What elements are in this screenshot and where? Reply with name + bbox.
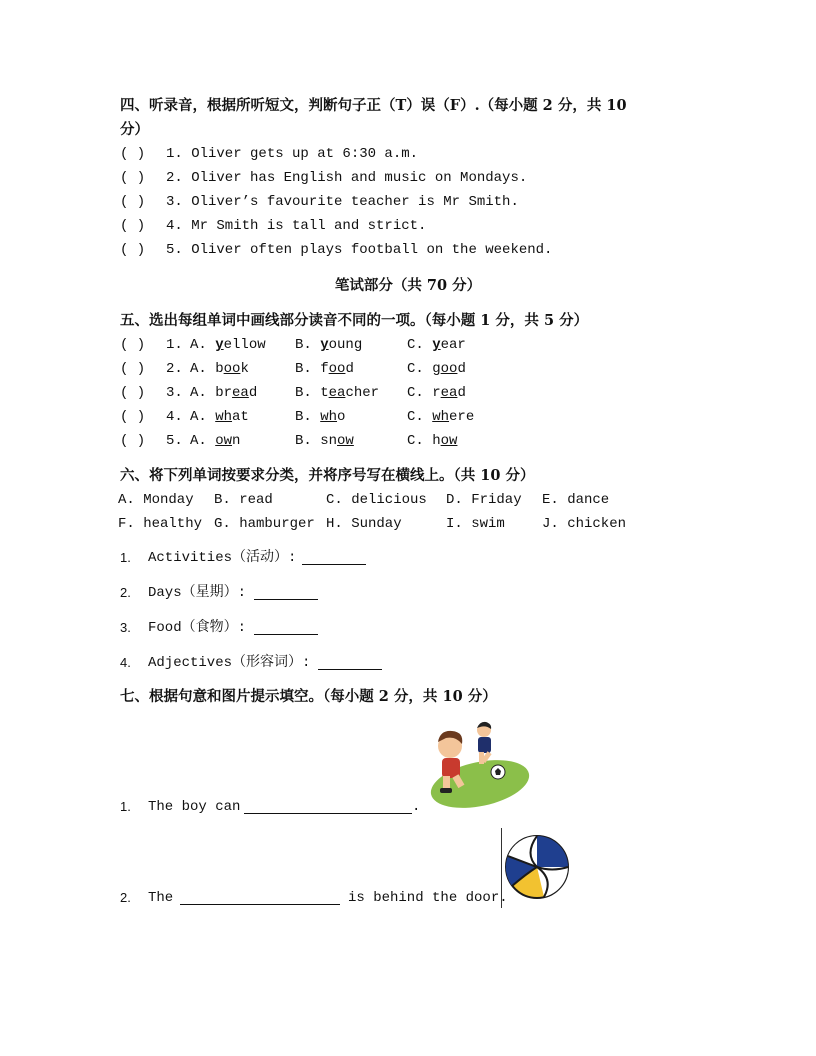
item-number: 3.	[166, 385, 183, 401]
section6-title: 六、将下列单词按要求分类，并将序号写在横线上。（共 10 分）	[120, 467, 535, 484]
option-a: A. yellow	[190, 337, 266, 353]
underlined-part: ea	[328, 385, 346, 401]
section4-title-line1: 四、听录音，根据所听短文，判断句子正（T）误（F）.（每小题 2 分，共 10	[120, 97, 627, 114]
underlined-part: wh	[432, 409, 450, 425]
written-part-title: 笔试部分（共 70 分）	[334, 277, 482, 294]
word-option: E. dance	[542, 492, 610, 508]
answer-paren[interactable]: ( )	[120, 218, 146, 234]
option-c: C. good	[407, 361, 466, 377]
option-c: C. where	[407, 409, 475, 425]
question-text-before: The boy can	[148, 799, 241, 815]
category-number: 2.	[120, 585, 131, 600]
option-b: B. food	[295, 361, 354, 377]
word-option: F. healthy	[118, 516, 203, 532]
statement-text: 5. Oliver often plays football on the weekend.	[166, 242, 553, 258]
word-option: H. Sunday	[326, 516, 402, 532]
word-option: C. delicious	[326, 492, 427, 508]
question-text-after: is behind the door.	[348, 890, 508, 906]
word-option: A. Monday	[118, 492, 194, 508]
underlined-part: ea	[440, 385, 458, 401]
category-label: Activities（活动）:	[148, 550, 297, 566]
answer-blank[interactable]	[302, 550, 366, 565]
answer-paren[interactable]: ( )	[120, 146, 146, 162]
answer-paren[interactable]: ( )	[120, 242, 146, 258]
volleyball-icon	[504, 834, 570, 900]
category-number: 4.	[120, 655, 131, 670]
word-option: B. read	[214, 492, 273, 508]
underlined-part: ow	[337, 433, 354, 449]
answer-blank[interactable]	[180, 890, 340, 905]
option-c: C. year	[407, 337, 466, 353]
underlined-part: oo	[328, 361, 346, 377]
answer-blank[interactable]	[244, 799, 412, 814]
option-a: A. bread	[190, 385, 258, 401]
category-label: Days（星期）:	[148, 585, 247, 601]
underlined-part: ea	[232, 385, 249, 401]
option-a: A. own	[190, 433, 241, 449]
underlined-part: y	[320, 337, 329, 353]
question-text-after: .	[412, 799, 421, 815]
underlined-part: wh	[320, 409, 338, 425]
word-option: I. swim	[446, 516, 505, 532]
underlined-part: y	[432, 337, 441, 353]
option-a: A. what	[190, 409, 249, 425]
question-number: 1.	[120, 799, 131, 814]
option-c: C. read	[407, 385, 466, 401]
option-b: B. snow	[295, 433, 354, 449]
category-number: 3.	[120, 620, 131, 635]
underlined-part: y	[215, 337, 224, 353]
option-a: A. book	[190, 361, 249, 377]
underlined-part: wh	[215, 409, 233, 425]
statement-text: 2. Oliver has English and music on Mondays.	[166, 170, 528, 186]
category-label: Adjectives（形容词）:	[148, 655, 311, 671]
option-b: B. young	[295, 337, 363, 353]
underlined-part: ow	[440, 433, 458, 449]
option-c: C. how	[407, 433, 458, 449]
section7-title: 七、根据句意和图片提示填空。（每小题 2 分，共 10 分）	[120, 688, 497, 705]
answer-paren[interactable]: ( )	[120, 385, 146, 401]
word-option: G. hamburger	[214, 516, 315, 532]
answer-blank[interactable]	[318, 655, 382, 670]
underlined-part: ow	[215, 433, 233, 449]
item-number: 4.	[166, 409, 183, 425]
word-option: D. Friday	[446, 492, 522, 508]
item-number: 1.	[166, 337, 183, 353]
underlined-part: oo	[440, 361, 458, 377]
item-number: 2.	[166, 361, 183, 377]
question-number: 2.	[120, 890, 131, 905]
item-number: 5.	[166, 433, 183, 449]
section5-title: 五、选出每组单词中画线部分读音不同的一项。（每小题 1 分，共 5 分）	[120, 312, 589, 329]
category-number: 1.	[120, 550, 131, 565]
answer-blank[interactable]	[254, 585, 318, 600]
option-b: B. who	[295, 409, 346, 425]
category-label: Food（食物）:	[148, 620, 247, 636]
option-b: B. teacher	[295, 385, 380, 401]
statement-text: 4. Mr Smith is tall and strict.	[166, 218, 427, 234]
answer-paren[interactable]: ( )	[120, 361, 146, 377]
soccer-players-icon	[420, 718, 532, 812]
word-option: J. chicken	[542, 516, 627, 532]
answer-paren[interactable]: ( )	[120, 409, 146, 425]
answer-paren[interactable]: ( )	[120, 194, 146, 210]
answer-paren[interactable]: ( )	[120, 170, 146, 186]
statement-text: 3. Oliver’s favourite teacher is Mr Smith.	[166, 194, 519, 210]
answer-blank[interactable]	[254, 620, 318, 635]
underlined-part: oo	[223, 361, 241, 377]
section4-title-line2: 分）	[120, 121, 149, 138]
answer-paren[interactable]: ( )	[120, 337, 146, 353]
answer-paren[interactable]: ( )	[120, 433, 146, 449]
question-text-before: The	[148, 890, 174, 906]
statement-text: 1. Oliver gets up at 6:30 a.m.	[166, 146, 419, 162]
